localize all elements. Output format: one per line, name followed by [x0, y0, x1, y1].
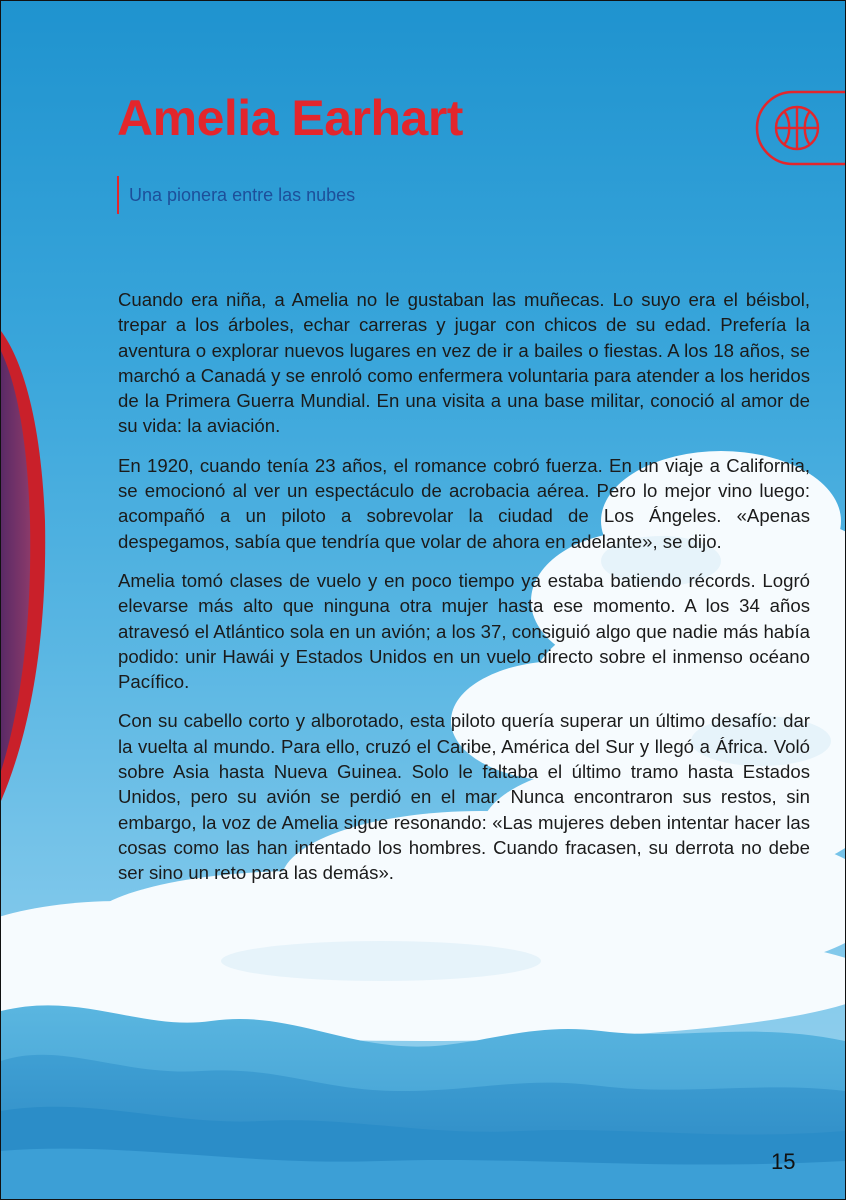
page-title: Amelia Earhart [117, 90, 463, 146]
paragraph: Con su cabello corto y alborotado, esta piloto quería superar un último desafío: dar la vuelta al mundo. Para ello, cruzó el Caribe, América del Sur y llegó a África. Voló sobre Asia hasta Nueva Guinea. Solo le faltaba el último tramo hasta Estados Unidos, pero su avión se perdió en el mar. Nunca encontraron sus restos, sin embargo, la voz de Amelia sigue resonando: «Las mujeres deben intentar hacer las cosas como las han intentado los hombres. Cuando fracasen, su derrota no debe ser sino un reto para las demás». [118, 710, 810, 884]
page-subtitle: Una pionera entre las nubes [129, 184, 356, 205]
paragraph: Cuando era niña, a Amelia no le gustaban las muñecas. Lo suyo era el béisbol, trepar a los árboles, echar carreras y jugar con chicos de su edad. Prefería la aventura o explorar nuevos lugares en vez de ir a bailes o fiestas. A los 18 años, se marchó a Canadá y se enroló como enfermera voluntaria para atender a los heridos de la Primera Guerra Mundial. En una visita a una base militar, conoció al amor de su vida: la aviación. [118, 289, 810, 437]
subtitle-block [117, 176, 355, 214]
paragraph: En 1920, cuando tenía 23 años, el romance cobró fuerza. En un viaje a California, se emocionó al ver un espectáculo de acrobacia aérea. Pero lo mejor vino luego: acompañó a un piloto a sobrevolar la ciudad de Los Ángeles. «Apenas despegamos, sabía que tendría que volar de ahora en adelante», se dijo. [118, 454, 810, 552]
basketball-icon [776, 107, 818, 149]
paragraph: Amelia tomó clases de vuelo y en poco tiempo ya estaba batiendo récords. Logró elevarse más alto que ninguna otra mujer hasta ese momento. A los 34 años atravesó el Atlántico sola en un avión; a los 37, consiguió algo que nadie más había podido: unir Hawái y Estados Unidos en un vuelo directo sobre el inmenso océano Pacífico. [118, 569, 810, 693]
page-number: 15 [771, 1149, 796, 1174]
basketball-badge [753, 90, 846, 166]
balloon-shape [1, 331, 45, 801]
body-text [118, 287, 810, 900]
